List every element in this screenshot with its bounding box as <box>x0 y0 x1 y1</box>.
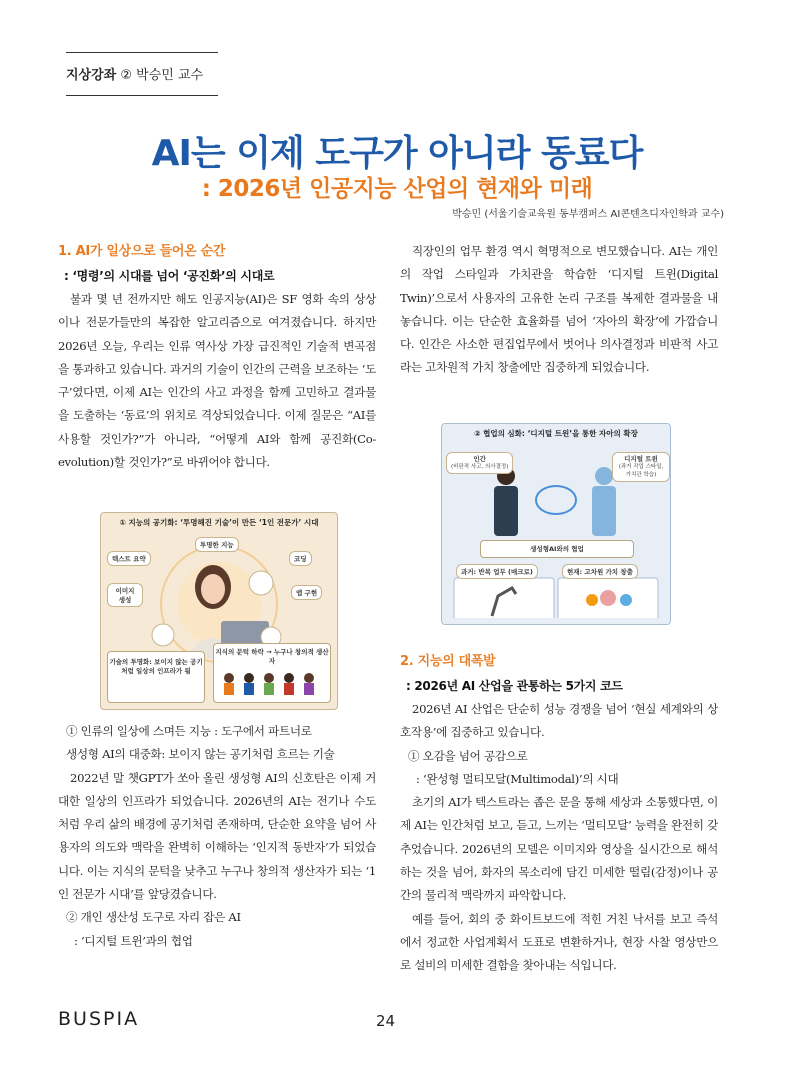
left-column <box>58 240 376 474</box>
figure2-past: 과거: 반복 업무 (매크로) <box>456 564 538 579</box>
figure1-label-summary: 텍스트 요약 <box>107 551 151 566</box>
figure-digital-twin <box>441 423 671 625</box>
series-label <box>66 64 203 83</box>
figure2-twin-sub: (과거 작업 스타일, 가치관 학습) <box>618 464 664 478</box>
right-paragraph2: 2026년 AI 산업은 단순히 성능 경쟁을 넘어 ‘현실 세계와의 상호작용’에 집중하고 있습니다. <box>400 702 718 740</box>
left-item2-sub: : ‘디지털 트윈’과의 협업 <box>74 933 193 948</box>
figure2-human-sub: (비판적 사고, 의사결정) <box>451 464 509 470</box>
left-column-lower <box>58 720 376 953</box>
figure1-box-left: 기술의 투명화: 보이지 않는 공기처럼 일상의 인프라가 됨 <box>107 651 205 703</box>
section1-title: 1. AI가 일상으로 들어온 순간 <box>58 244 226 259</box>
figure2-title: ② 협업의 심화: ‘디지털 트윈’을 통한 자아의 확장 <box>474 429 638 438</box>
page-subtitle: : 2026년 인공지능 산업의 현재와 미래 <box>201 176 593 202</box>
page-number: 24 <box>376 1012 396 1030</box>
figure-ai-air <box>100 512 338 710</box>
header-rule-bottom <box>66 95 218 96</box>
right-paragraph1: 직장인의 업무 환경 역시 혁명적으로 변모했습니다. AI는 개인의 작업 스타일과 가치관을 학습한 ‘디지털 트윈(Digital Twin)’으로서 사용자의 고유한 논리 구조를 복제한 결과물을 내놓습니다. 이는 단순한 효율화를 넘어 ‘자아의 확장’에 가깝습니다. 인간은 사소한 편집업무에서 벗어나 의사결정과 비판적 사고라는 고차원적 가치 창출에만 집중하게 되었습니다. <box>400 244 718 375</box>
figure2-label-human <box>446 452 513 474</box>
figure2-center: 생성형AI와의 협업 <box>480 540 634 558</box>
right-item1-sub: : ‘완성형 멀티모달(Multimodal)’의 시대 <box>416 771 619 786</box>
right-paragraph4: 예를 들어, 회의 중 화이트보드에 적힌 거친 낙서를 보고 즉석에서 정교한 사업계획서 도표로 변환하거나, 현장 사찰 영상만으로 설비의 미세한 결함을 찾아내는 식입니다. <box>400 911 718 973</box>
section1-paragraph: 불과 몇 년 전까지만 해도 인공지능(AI)은 SF 영화 속의 상상이나 전문가들만의 복잡한 알고리즘으로 여겨졌습니다. 하지만 2026년 오늘, 우리는 인류 역사상 가장 급진적인 기술적 변곡점을 통과하고 있습니다. 과거의 기술이 인간의 근력을 보조하는 ‘도구’였다면, 이제 AI는 인간의 사고 과정을 함께 고민하고 결과물을 도출하는 ‘동료’의 위치로 격상되었습니다. 이제 질문은 “AI를 사용할 것인가?”가 아니라, “어떻게 AI와 함께 공진화(Co-evolution)할 것인가?”로 바뀌어야 합니다. <box>58 292 376 470</box>
figure1-title: ① 지능의 공기화: ‘투명해진 기술’이 만든 ‘1인 전문가’ 시대 <box>119 518 319 527</box>
author-byline: 박승민 (서울기술교육원 동부캠퍼스 AI콘텐츠디자인학과 교수) <box>452 209 724 220</box>
figure2-present: 현재: 고차원 가치 창출 <box>562 564 638 579</box>
figure1-label-image: 이미지 생성 <box>107 583 143 607</box>
left-item2: ② 개인 생산성 도구로 자리 잡은 AI <box>66 910 241 925</box>
figure1-label-transparent: 투명한 지능 <box>195 537 239 552</box>
figure1-people-icon <box>217 668 327 698</box>
figure1-box-right <box>213 643 331 703</box>
right-column <box>400 240 718 380</box>
right-paragraph3: 초기의 AI가 텍스트라는 좁은 문을 통해 세상과 소통했다면, 이제 AI는 인간처럼 보고, 듣고, 느끼는 ‘멀티모달’ 능력을 완전히 갖추었습니다. 2026년의 모델은 이미지와 영상을 실시간으로 해석하는 것을 넘어, 화자의 목소리에 담긴 미세한 떨림(감정)이나 공간의 물리적 맥락까지 파악합니다. <box>400 795 718 903</box>
figure2-twin-title: 디지털 트윈 <box>624 455 658 463</box>
right-column-lower <box>400 650 718 978</box>
section2-title: 2. 지능의 대폭발 <box>400 654 496 669</box>
section1-subtitle: : ‘명령’의 시대를 넘어 ‘공진화’의 시대로 <box>64 269 275 283</box>
left-paragraph2: 2022년 말 챗GPT가 쏘아 올린 생성형 AI의 신호탄은 이제 거대한 일상의 인프라가 되었습니다. 2026년의 AI는 전기나 수도처럼 우리 삶의 배경에 공기처럼 존재하며, 단순한 요약을 넘어 사용자의 의도와 맥락을 완벽히 이해하는 ‘인지적 동반자’가 되었습니다. 이는 지식의 문턱을 낮추고 누구나 창의적 생산자가 되는 ‘1인 전문가 시대’를 앞당겼습니다. <box>58 770 376 902</box>
figure1-box-right-text: 지식의 문턱 하락 → 누구나 창의적 생산자 <box>215 648 329 665</box>
figure1-label-app: 앱 구현 <box>291 585 322 600</box>
figure1-label-coding: 코딩 <box>289 551 312 566</box>
page-title: AI는 이제 도구가 아니라 동료다 <box>151 133 643 174</box>
footer-logo: BUSPIA <box>58 1008 140 1030</box>
header-rule-top <box>66 52 218 53</box>
figure2-human-title: 인간 <box>473 455 486 463</box>
section2-subtitle: : 2026년 AI 산업을 관통하는 5가지 코드 <box>406 679 623 693</box>
right-item1: ① 오감을 넘어 공감으로 <box>408 748 528 763</box>
series-bold: 지상강좌 <box>66 68 117 83</box>
left-item1: ① 인류의 일상에 스며든 지능 : 도구에서 파트너로 <box>66 724 312 738</box>
series-rest: ② 박승민 교수 <box>116 68 204 83</box>
figure2-label-twin <box>612 452 670 482</box>
left-item1-sub: 생성형 AI의 대중화: 보이지 않는 공기처럼 흐르는 기술 <box>66 747 335 762</box>
